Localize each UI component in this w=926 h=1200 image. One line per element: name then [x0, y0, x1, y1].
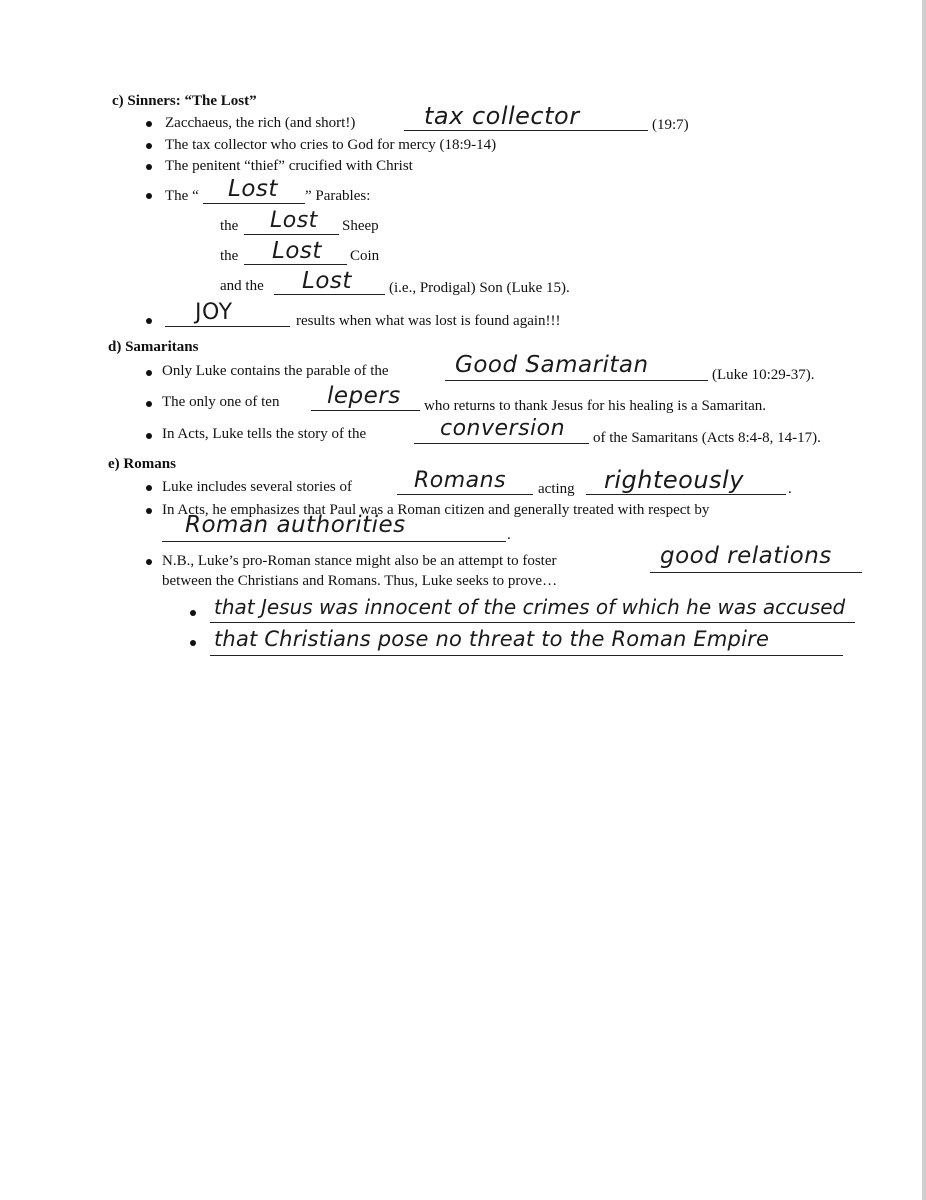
c-b1-ref: (19:7) [652, 117, 689, 133]
bullet-dot-icon [146, 485, 152, 491]
bullet-dot-icon [190, 640, 196, 646]
sheep-answer: Lost [270, 208, 318, 233]
e-b1-mid: acting [538, 481, 575, 497]
sheep-post: Sheep [342, 218, 379, 234]
answer-blank [244, 234, 339, 235]
answer-blank [165, 326, 290, 327]
e-b1-pre: Luke includes several stories of [162, 479, 352, 495]
scan-page-edge [922, 0, 926, 1200]
e-b3-line1: N.B., Luke’s pro-Roman stance might also be an attempt to foster [162, 553, 557, 569]
e-b3-answer: good relations [660, 543, 832, 569]
d-b1-answer: Good Samaritan [455, 352, 649, 378]
d-b3-pre: In Acts, Luke tells the story of the [162, 426, 367, 442]
c-b4-answer: Lost [228, 176, 278, 202]
d-b2-pre: The only one of ten [162, 394, 280, 410]
c-b4-post: ” Parables: [305, 188, 371, 204]
e-b3-line2: between the Christians and Romans. Thus, Luke seeks to prove… [162, 573, 558, 589]
section-d-heading: d) Samaritans [108, 339, 199, 355]
e-b1-answer2: righteously [604, 466, 744, 494]
coin-pre: the [220, 248, 239, 264]
e-b1-answer1: Romans [414, 468, 507, 493]
section-e-heading: e) Romans [108, 456, 176, 472]
bullet-dot-icon [146, 508, 152, 514]
bullet-dot-icon [146, 401, 152, 407]
d-b3-post: of the Samaritans (Acts 8:4-8, 14-17). [593, 430, 821, 446]
son-answer: Lost [302, 268, 352, 294]
c-b3-text: The penitent “thief” crucified with Christ [165, 158, 413, 174]
coin-post: Coin [350, 248, 380, 264]
answer-blank [404, 130, 648, 131]
bullet-dot-icon [190, 610, 196, 616]
answer-blank [650, 572, 862, 573]
son-pre: and the [220, 278, 264, 294]
e-b1-period: . [788, 481, 792, 497]
bullet-dot-icon [146, 164, 152, 170]
e-b2-answer: Roman authorities [185, 512, 406, 538]
e-sub2-answer: that Christians pose no threat to the Roman Empire [214, 627, 770, 651]
c-b2-text: The tax collector who cries to God for mercy (18:9-14) [165, 137, 497, 153]
c-b1-answer: tax collector [424, 102, 580, 130]
e-b2-period: . [507, 527, 511, 543]
c-b4-pre: The “ [165, 188, 199, 204]
e-sub1-answer: that Jesus was innocent of the crimes of which he was accused [214, 595, 846, 619]
sheep-pre: the [220, 218, 239, 234]
answer-blank [414, 443, 589, 444]
section-c-heading: c) Sinners: “The Lost” [112, 93, 257, 109]
d-b1-ref: (Luke 10:29-37). [712, 367, 815, 383]
d-b3-answer: conversion [440, 416, 566, 441]
answer-blank [274, 294, 385, 295]
coin-answer: Lost [272, 238, 322, 264]
bullet-dot-icon [146, 559, 152, 565]
d-b2-answer: lepers [327, 383, 401, 409]
bullet-dot-icon [146, 143, 152, 149]
answer-blank [586, 494, 786, 495]
e-b2-text: In Acts, he emphasizes that Paul was a Roman citizen and generally treated with respect by [162, 502, 710, 518]
answer-blank [311, 410, 420, 411]
answer-blank [203, 203, 305, 204]
c-b5-answer: JOY [195, 300, 233, 325]
c-b5-text: results when what was lost is found again!!! [296, 313, 561, 329]
c-b1-text: Zacchaeus, the rich (and short!) [165, 115, 356, 131]
answer-blank [244, 264, 347, 265]
d-b2-post: who returns to thank Jesus for his healing is a Samaritan. [424, 398, 767, 414]
bullet-dot-icon [146, 318, 152, 324]
answer-blank [445, 380, 708, 381]
bullet-dot-icon [146, 433, 152, 439]
bullet-dot-icon [146, 121, 152, 127]
answer-blank [210, 622, 855, 623]
bullet-dot-icon [146, 370, 152, 376]
bullet-dot-icon [146, 193, 152, 199]
d-b1-text: Only Luke contains the parable of the [162, 363, 389, 379]
answer-blank [162, 541, 506, 542]
answer-blank [397, 494, 533, 495]
son-post: (i.e., Prodigal) Son (Luke 15). [389, 280, 570, 296]
answer-blank [210, 655, 843, 656]
